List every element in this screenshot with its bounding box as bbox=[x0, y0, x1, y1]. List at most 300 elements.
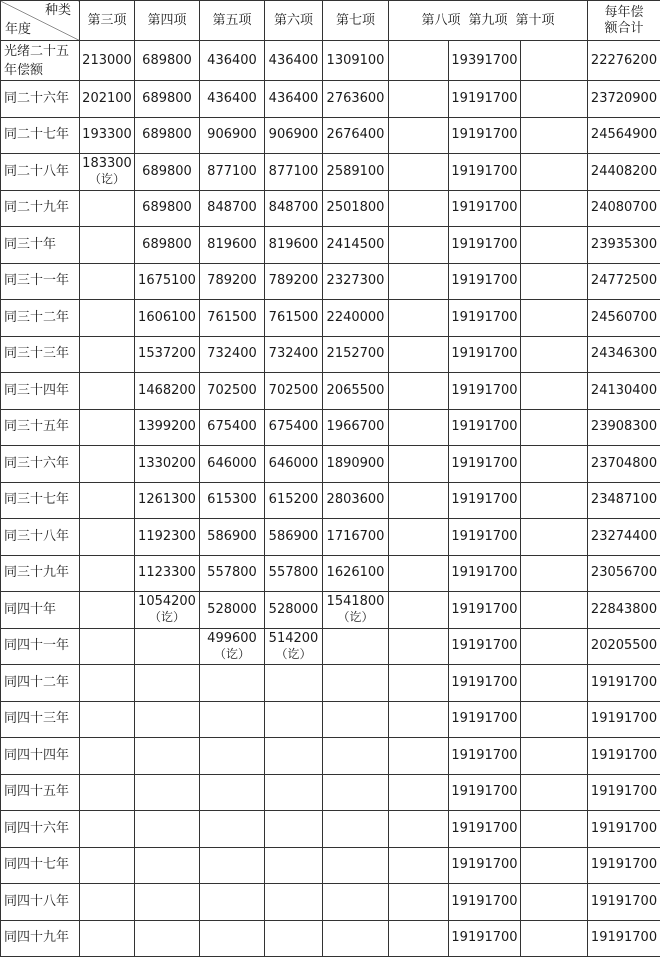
amount-cell-c10 bbox=[521, 774, 588, 811]
amount-cell-c3: 193300 bbox=[80, 117, 135, 154]
amount-cell-c3 bbox=[80, 774, 135, 811]
amount-cell-c9: 19191700 bbox=[449, 847, 521, 884]
amount-cell-c6: 586900 bbox=[265, 519, 323, 556]
annual-total-cell: 19191700 bbox=[588, 920, 660, 957]
amount-cell-c4 bbox=[135, 738, 200, 775]
amount-cell-c9: 19191700 bbox=[449, 738, 521, 775]
annual-total-cell: 24560700 bbox=[588, 300, 660, 337]
amount-cell-c3 bbox=[80, 701, 135, 738]
amount-cell-c9: 19191700 bbox=[449, 884, 521, 921]
settled-note: （讫） bbox=[213, 646, 250, 661]
amount-cell-c8 bbox=[389, 373, 449, 410]
amount-cell-c4: 1399200 bbox=[135, 409, 200, 446]
annual-total-cell: 23487100 bbox=[588, 482, 660, 519]
amount-cell-c10 bbox=[521, 41, 588, 81]
amount-cell-c8 bbox=[389, 409, 449, 446]
annual-total-cell: 19191700 bbox=[588, 847, 660, 884]
total-header-line1: 每年偿 bbox=[604, 4, 644, 20]
year-cell: 同四十七年 bbox=[1, 847, 80, 884]
amount-cell-c7 bbox=[323, 847, 389, 884]
amount-cell-c4 bbox=[135, 628, 200, 665]
amount-cell-c5: 528000 bbox=[200, 592, 265, 629]
amount-cell-c5: 615300 bbox=[200, 482, 265, 519]
amount-cell-c7: 2327300 bbox=[323, 263, 389, 300]
amount-cell-c6 bbox=[265, 665, 323, 702]
annual-total-cell: 22276200 bbox=[588, 41, 660, 81]
table-row bbox=[1, 190, 660, 227]
settled-note: （讫） bbox=[337, 610, 374, 625]
amount-cell-c6: 789200 bbox=[265, 263, 323, 300]
year-cell: 同三十六年 bbox=[1, 446, 80, 483]
year-cell: 同三十二年 bbox=[1, 300, 80, 337]
amount-cell-c6: 615200 bbox=[265, 482, 323, 519]
amount-cell-c4: 689800 bbox=[135, 227, 200, 264]
annual-total-cell: 19191700 bbox=[588, 738, 660, 775]
table-row bbox=[1, 41, 660, 81]
amount-cell-c9: 19191700 bbox=[449, 154, 521, 191]
amount-cell-c8 bbox=[389, 592, 449, 629]
amount-cell-c9: 19191700 bbox=[449, 190, 521, 227]
year-cell: 同四十一年 bbox=[1, 628, 80, 665]
year-cell: 同三十七年 bbox=[1, 482, 80, 519]
amount-cell-c7: 2414500 bbox=[323, 227, 389, 264]
amount-cell-c8 bbox=[389, 154, 449, 191]
amount-cell-c7 bbox=[323, 628, 389, 665]
amount-cell-c5 bbox=[200, 774, 265, 811]
amount-cell-c4: 689800 bbox=[135, 81, 200, 118]
year-cell: 同四十年 bbox=[1, 592, 80, 629]
table-row bbox=[1, 117, 660, 154]
amount-cell-c5: 586900 bbox=[200, 519, 265, 556]
amount-cell-c4: 1192300 bbox=[135, 519, 200, 556]
corner-category-label: 种类 bbox=[44, 3, 71, 18]
amount-cell-c8 bbox=[389, 300, 449, 337]
amount-cell-c5: 906900 bbox=[200, 117, 265, 154]
annual-total-cell: 19191700 bbox=[588, 774, 660, 811]
year-cell: 同四十五年 bbox=[1, 774, 80, 811]
amount-cell-c5: 675400 bbox=[200, 409, 265, 446]
amount-cell-c6: 675400 bbox=[265, 409, 323, 446]
year-cell: 同二十八年 bbox=[1, 154, 80, 191]
amount-cell-c10 bbox=[521, 227, 588, 264]
table-row bbox=[1, 482, 660, 519]
amount-cell-c4: 1468200 bbox=[135, 373, 200, 410]
amount-cell-c9: 19191700 bbox=[449, 81, 521, 118]
table-row bbox=[1, 446, 660, 483]
amount-cell-c6 bbox=[265, 811, 323, 848]
year-cell: 光绪二十五年偿额 bbox=[1, 41, 80, 81]
amount-cell-c9: 19191700 bbox=[449, 628, 521, 665]
table-row bbox=[1, 81, 660, 118]
table-row bbox=[1, 519, 660, 556]
amount-value: 183300 bbox=[82, 156, 132, 172]
amount-cell-c5 bbox=[200, 884, 265, 921]
amount-cell-c7 bbox=[323, 738, 389, 775]
year-cell: 同四十二年 bbox=[1, 665, 80, 702]
amount-cell-c10 bbox=[521, 592, 588, 629]
amount-cell-c6 bbox=[265, 628, 323, 665]
amount-cell-c7: 2803600 bbox=[323, 482, 389, 519]
amount-cell-c10 bbox=[521, 373, 588, 410]
year-cell: 同二十九年 bbox=[1, 190, 80, 227]
amount-cell-c9: 19191700 bbox=[449, 117, 521, 154]
amount-cell-c5: 436400 bbox=[200, 41, 265, 81]
year-cell: 同四十九年 bbox=[1, 920, 80, 957]
table-row bbox=[1, 628, 660, 665]
amount-cell-c8 bbox=[389, 738, 449, 775]
amount-cell-c3 bbox=[80, 665, 135, 702]
col-header-6: 第六项 bbox=[265, 1, 323, 41]
amount-cell-c3 bbox=[80, 373, 135, 410]
annual-total-cell: 24564900 bbox=[588, 117, 660, 154]
annual-total-cell: 23720900 bbox=[588, 81, 660, 118]
amount-cell-c6: 528000 bbox=[265, 592, 323, 629]
amount-cell-c6: 906900 bbox=[265, 117, 323, 154]
amount-cell-c7: 2501800 bbox=[323, 190, 389, 227]
table-row bbox=[1, 884, 660, 921]
amount-cell-c10 bbox=[521, 81, 588, 118]
year-cell: 同四十八年 bbox=[1, 884, 80, 921]
amount-cell-c9: 19391700 bbox=[449, 41, 521, 81]
amount-cell-c6: 877100 bbox=[265, 154, 323, 191]
amount-cell-c4: 1675100 bbox=[135, 263, 200, 300]
annual-total-cell: 19191700 bbox=[588, 811, 660, 848]
amount-cell-c10 bbox=[521, 738, 588, 775]
amount-cell-c3 bbox=[80, 446, 135, 483]
amount-cell-c8 bbox=[389, 920, 449, 957]
amount-cell-c5 bbox=[200, 920, 265, 957]
amount-cell-c4: 689800 bbox=[135, 117, 200, 154]
amount-cell-c9: 19191700 bbox=[449, 555, 521, 592]
amount-cell-c4: 1537200 bbox=[135, 336, 200, 373]
amount-cell-c6 bbox=[265, 701, 323, 738]
amount-cell-c10 bbox=[521, 555, 588, 592]
amount-cell-c10 bbox=[521, 117, 588, 154]
year-cell: 同三十八年 bbox=[1, 519, 80, 556]
amount-cell-c7 bbox=[323, 701, 389, 738]
amount-cell-c9: 19191700 bbox=[449, 336, 521, 373]
amount-cell-c8 bbox=[389, 811, 449, 848]
amount-cell-c6 bbox=[265, 920, 323, 957]
amount-cell-c5: 732400 bbox=[200, 336, 265, 373]
annual-total-cell: 23704800 bbox=[588, 446, 660, 483]
table-row bbox=[1, 263, 660, 300]
amount-cell-c4 bbox=[135, 774, 200, 811]
amount-cell-c9: 19191700 bbox=[449, 227, 521, 264]
amount-cell-c6: 848700 bbox=[265, 190, 323, 227]
year-cell: 同二十七年 bbox=[1, 117, 80, 154]
amount-cell-c10 bbox=[521, 263, 588, 300]
amount-cell-c6: 557800 bbox=[265, 555, 323, 592]
year-cell: 同四十四年 bbox=[1, 738, 80, 775]
year-cell: 同三十三年 bbox=[1, 336, 80, 373]
amount-cell-c5: 702500 bbox=[200, 373, 265, 410]
amount-cell-c7: 1966700 bbox=[323, 409, 389, 446]
amount-cell-c5: 436400 bbox=[200, 81, 265, 118]
table-row bbox=[1, 409, 660, 446]
table-row bbox=[1, 227, 660, 264]
amount-cell-c7: 2763600 bbox=[323, 81, 389, 118]
amount-cell-c7: 2676400 bbox=[323, 117, 389, 154]
amount-cell-c6: 732400 bbox=[265, 336, 323, 373]
amount-cell-c7 bbox=[323, 884, 389, 921]
amount-cell-c4 bbox=[135, 665, 200, 702]
amount-cell-c8 bbox=[389, 336, 449, 373]
amount-cell-c5: 848700 bbox=[200, 190, 265, 227]
table-row bbox=[1, 701, 660, 738]
amount-cell-c7: 2152700 bbox=[323, 336, 389, 373]
amount-cell-c5 bbox=[200, 701, 265, 738]
amount-cell-c4: 1606100 bbox=[135, 300, 200, 337]
table-body bbox=[1, 41, 660, 957]
amount-cell-c9: 19191700 bbox=[449, 263, 521, 300]
year-cell: 同三十四年 bbox=[1, 373, 80, 410]
amount-cell-c8 bbox=[389, 701, 449, 738]
amount-cell-c5 bbox=[200, 738, 265, 775]
amount-cell-c8 bbox=[389, 482, 449, 519]
annual-total-cell: 24408200 bbox=[588, 154, 660, 191]
amount-cell-c3 bbox=[80, 847, 135, 884]
annual-total-cell: 19191700 bbox=[588, 701, 660, 738]
settled-note: （讫） bbox=[148, 610, 185, 625]
amount-cell-c8 bbox=[389, 519, 449, 556]
amount-cell-c10 bbox=[521, 665, 588, 702]
amount-value: 1541800 bbox=[326, 594, 385, 610]
amount-cell-c10 bbox=[521, 884, 588, 921]
amount-cell-c3 bbox=[80, 920, 135, 957]
amount-cell-c5: 789200 bbox=[200, 263, 265, 300]
amount-cell-c9: 19191700 bbox=[449, 920, 521, 957]
amount-cell-c8 bbox=[389, 190, 449, 227]
amount-cell-c7 bbox=[323, 665, 389, 702]
amount-cell-c5: 819600 bbox=[200, 227, 265, 264]
amount-cell-c8 bbox=[389, 446, 449, 483]
table-row bbox=[1, 738, 660, 775]
amount-cell-c5: 646000 bbox=[200, 446, 265, 483]
amount-cell-c4 bbox=[135, 847, 200, 884]
table-row bbox=[1, 373, 660, 410]
annual-total-cell: 23056700 bbox=[588, 555, 660, 592]
settled-note: （讫） bbox=[275, 646, 312, 661]
amount-cell-c3 bbox=[80, 409, 135, 446]
amount-value: 499600 bbox=[207, 630, 257, 646]
amount-cell-c9: 19191700 bbox=[449, 409, 521, 446]
amount-cell-c4 bbox=[135, 920, 200, 957]
amount-cell-c4: 1330200 bbox=[135, 446, 200, 483]
annual-total-cell: 24772500 bbox=[588, 263, 660, 300]
amount-cell-c6: 436400 bbox=[265, 41, 323, 81]
table-row bbox=[1, 847, 660, 884]
amount-cell-c8 bbox=[389, 774, 449, 811]
amount-cell-c3 bbox=[80, 628, 135, 665]
amount-cell-c10 bbox=[521, 190, 588, 227]
annual-total-cell: 19191700 bbox=[588, 665, 660, 702]
col-header-9: 第九项 bbox=[468, 12, 508, 28]
settled-note: （讫） bbox=[88, 172, 125, 187]
amount-cell-c7 bbox=[323, 592, 389, 629]
amount-cell-c10 bbox=[521, 628, 588, 665]
table-row bbox=[1, 154, 660, 191]
table-row bbox=[1, 592, 660, 629]
year-cell: 同三十九年 bbox=[1, 555, 80, 592]
amount-cell-c10 bbox=[521, 811, 588, 848]
corner-year-label: 年度 bbox=[5, 22, 32, 37]
amount-cell-c8 bbox=[389, 117, 449, 154]
amount-cell-c7: 1716700 bbox=[323, 519, 389, 556]
amount-cell-c4: 689800 bbox=[135, 190, 200, 227]
col-header-7: 第七项 bbox=[323, 1, 389, 41]
amount-cell-c10 bbox=[521, 519, 588, 556]
annual-total-cell: 24080700 bbox=[588, 190, 660, 227]
amount-cell-c10 bbox=[521, 409, 588, 446]
year-cell: 同四十三年 bbox=[1, 701, 80, 738]
year-cell: 同二十六年 bbox=[1, 81, 80, 118]
amount-cell-c6 bbox=[265, 774, 323, 811]
annual-total-cell: 20205500 bbox=[588, 628, 660, 665]
table-row bbox=[1, 811, 660, 848]
amount-cell-c3 bbox=[80, 227, 135, 264]
amount-cell-c9: 19191700 bbox=[449, 300, 521, 337]
table-row bbox=[1, 920, 660, 957]
amount-cell-c3 bbox=[80, 592, 135, 629]
amount-cell-c6: 702500 bbox=[265, 373, 323, 410]
amount-cell-c10 bbox=[521, 920, 588, 957]
amount-value: 1054200 bbox=[138, 594, 196, 610]
amount-cell-c4: 689800 bbox=[135, 154, 200, 191]
amount-cell-c3 bbox=[80, 811, 135, 848]
annual-total-cell: 19191700 bbox=[588, 884, 660, 921]
amount-cell-c3: 202100 bbox=[80, 81, 135, 118]
annual-total-cell: 23908300 bbox=[588, 409, 660, 446]
amount-cell-c4 bbox=[135, 701, 200, 738]
amount-cell-c7: 1309100 bbox=[323, 41, 389, 81]
amount-cell-c10 bbox=[521, 482, 588, 519]
amount-cell-c6: 819600 bbox=[265, 227, 323, 264]
amount-cell-c10 bbox=[521, 154, 588, 191]
amount-cell-c3 bbox=[80, 738, 135, 775]
table-row bbox=[1, 300, 660, 337]
year-cell: 同四十六年 bbox=[1, 811, 80, 848]
col-header-group bbox=[389, 1, 588, 41]
amount-cell-c9: 19191700 bbox=[449, 774, 521, 811]
col-header-3: 第三项 bbox=[80, 1, 135, 41]
amount-cell-c8 bbox=[389, 227, 449, 264]
amount-cell-c9: 19191700 bbox=[449, 665, 521, 702]
amount-cell-c3 bbox=[80, 300, 135, 337]
amount-cell-c4: 1261300 bbox=[135, 482, 200, 519]
amount-cell-c8 bbox=[389, 81, 449, 118]
col-header-total bbox=[588, 1, 660, 41]
amount-cell-c7: 2240000 bbox=[323, 300, 389, 337]
col-header-8: 第八项 bbox=[421, 12, 461, 28]
amount-cell-c7: 1626100 bbox=[323, 555, 389, 592]
table-row bbox=[1, 774, 660, 811]
header-row bbox=[1, 1, 660, 41]
year-cell: 同三十一年 bbox=[1, 263, 80, 300]
total-header-line2: 额合计 bbox=[604, 20, 644, 36]
amount-cell-c3 bbox=[80, 555, 135, 592]
col-header-4: 第四项 bbox=[135, 1, 200, 41]
amount-cell-c10 bbox=[521, 847, 588, 884]
amount-cell-c5: 761500 bbox=[200, 300, 265, 337]
year-cell: 同三十五年 bbox=[1, 409, 80, 446]
amount-cell-c6: 436400 bbox=[265, 81, 323, 118]
amount-cell-c6: 761500 bbox=[265, 300, 323, 337]
amount-cell-c9: 19191700 bbox=[449, 373, 521, 410]
amount-cell-c7: 1890900 bbox=[323, 446, 389, 483]
amount-cell-c8 bbox=[389, 628, 449, 665]
annual-total-cell: 23274400 bbox=[588, 519, 660, 556]
amount-cell-c3 bbox=[80, 519, 135, 556]
amount-cell-c7: 2065500 bbox=[323, 373, 389, 410]
amount-cell-c7 bbox=[323, 920, 389, 957]
amount-cell-c6 bbox=[265, 847, 323, 884]
amount-cell-c7 bbox=[323, 811, 389, 848]
annual-total-cell: 22843800 bbox=[588, 592, 660, 629]
amount-cell-c8 bbox=[389, 884, 449, 921]
amount-cell-c3 bbox=[80, 190, 135, 227]
amount-cell-c10 bbox=[521, 336, 588, 373]
annual-total-cell: 23935300 bbox=[588, 227, 660, 264]
col-header-5: 第五项 bbox=[200, 1, 265, 41]
amount-cell-c7: 2589100 bbox=[323, 154, 389, 191]
amount-cell-c6 bbox=[265, 738, 323, 775]
table-row bbox=[1, 665, 660, 702]
amount-cell-c4: 689800 bbox=[135, 41, 200, 81]
amount-cell-c5 bbox=[200, 847, 265, 884]
amount-cell-c8 bbox=[389, 847, 449, 884]
year-cell: 同三十年 bbox=[1, 227, 80, 264]
amount-cell-c9: 19191700 bbox=[449, 519, 521, 556]
amount-cell-c9: 19191700 bbox=[449, 592, 521, 629]
col-header-10: 第十项 bbox=[515, 12, 555, 28]
amount-cell-c6 bbox=[265, 884, 323, 921]
amount-cell-c3 bbox=[80, 154, 135, 191]
amount-cell-c4 bbox=[135, 884, 200, 921]
amount-cell-c3 bbox=[80, 884, 135, 921]
amount-cell-c5: 557800 bbox=[200, 555, 265, 592]
amount-cell-c8 bbox=[389, 41, 449, 81]
amount-cell-c5: 877100 bbox=[200, 154, 265, 191]
amount-cell-c4 bbox=[135, 592, 200, 629]
amount-cell-c5 bbox=[200, 811, 265, 848]
amount-cell-c4: 1123300 bbox=[135, 555, 200, 592]
table-row bbox=[1, 555, 660, 592]
annual-total-cell: 24130400 bbox=[588, 373, 660, 410]
amount-cell-c3 bbox=[80, 263, 135, 300]
amount-cell-c4 bbox=[135, 811, 200, 848]
amount-cell-c9: 19191700 bbox=[449, 811, 521, 848]
amount-cell-c5 bbox=[200, 628, 265, 665]
amount-cell-c9: 19191700 bbox=[449, 701, 521, 738]
corner-header bbox=[1, 1, 80, 41]
amount-value: 514200 bbox=[268, 630, 319, 646]
amount-cell-c7 bbox=[323, 774, 389, 811]
amount-cell-c9: 19191700 bbox=[449, 446, 521, 483]
table-row bbox=[1, 336, 660, 373]
amount-cell-c10 bbox=[521, 300, 588, 337]
amount-cell-c8 bbox=[389, 263, 449, 300]
annual-total-cell: 24346300 bbox=[588, 336, 660, 373]
amount-cell-c3: 213000 bbox=[80, 41, 135, 81]
amount-cell-c10 bbox=[521, 701, 588, 738]
amount-cell-c3 bbox=[80, 336, 135, 373]
amount-cell-c8 bbox=[389, 555, 449, 592]
amount-cell-c5 bbox=[200, 665, 265, 702]
amount-cell-c8 bbox=[389, 665, 449, 702]
amount-cell-c10 bbox=[521, 446, 588, 483]
amount-cell-c9: 19191700 bbox=[449, 482, 521, 519]
